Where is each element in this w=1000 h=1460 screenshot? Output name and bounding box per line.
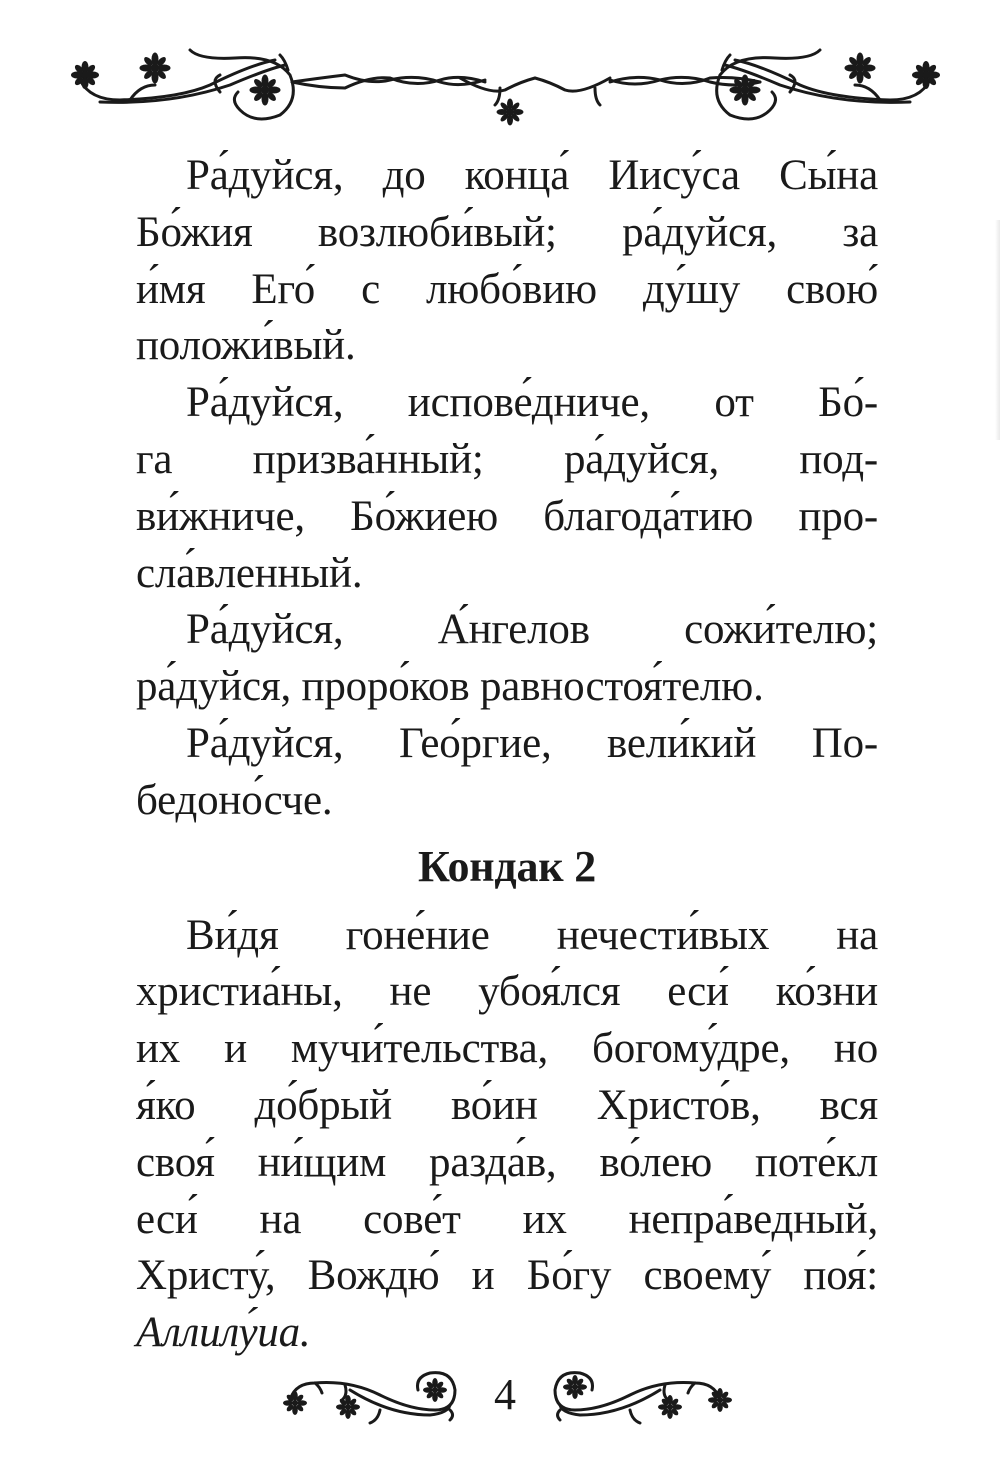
text-line: Ви́дя гоне́ние нечести́вых на [186,911,878,959]
page-number: 4 [494,1370,516,1419]
text-line: Христу́, Вождю́ и Бо́гу своему́ поя́: [136,1252,878,1300]
text-line: Ра́дуйся, до конца́ Иису́са Сы́на [186,152,878,199]
paragraph-4 [136,716,878,830]
text-line: ви́жниче, Бо́жиею благода́тию про- [136,492,878,540]
text-line: еси́ на сове́т их непра́ведный, [136,1195,878,1243]
text-line: га призва́нный; ра́дуйся, под- [136,435,878,483]
kontakion-paragraph [136,908,878,1362]
text-line: Ра́дуйся, А́нгелов сожи́телю; [186,606,878,654]
floral-header-ornament-icon [60,30,950,130]
text-line: и́мя Его́ с любо́вию ду́шу свою́ [136,265,878,313]
section-heading: Кондак 2 [417,841,597,891]
text-line: положи́вый. [136,322,356,370]
text-line: Ра́дуйся, Гео́ргие, вели́кий По- [186,719,878,767]
text-line: их и мучи́тельства, богому́дре, но [136,1025,878,1073]
paragraph-2 [136,375,878,602]
page-edge-shadow [995,220,1000,440]
text-line: Бо́жия возлюби́вый; ра́дуйся, за [136,208,878,256]
text-line: Ра́дуйся, испове́дниче, от Бо́- [186,379,878,427]
text-line: христиа́ны, не убоя́лся еси́ ко́зни [136,968,878,1016]
text-line: бедоно́сче. [136,776,333,824]
text-line: я́ко до́брый во́ин Христо́в, вся [136,1081,878,1129]
text-line: сла́вленный. [136,549,363,597]
paragraph-3 [136,602,878,716]
text-line: своя́ ни́щим разда́в, во́лею поте́кл [136,1138,878,1186]
prayer-text [136,148,878,1362]
footer [270,1355,740,1435]
paragraph-1 [136,148,878,375]
alleluia-line: Аллилу́иа. [136,1309,311,1357]
text-line: ра́дуйся, проро́ков равностоя́телю. [136,663,764,711]
